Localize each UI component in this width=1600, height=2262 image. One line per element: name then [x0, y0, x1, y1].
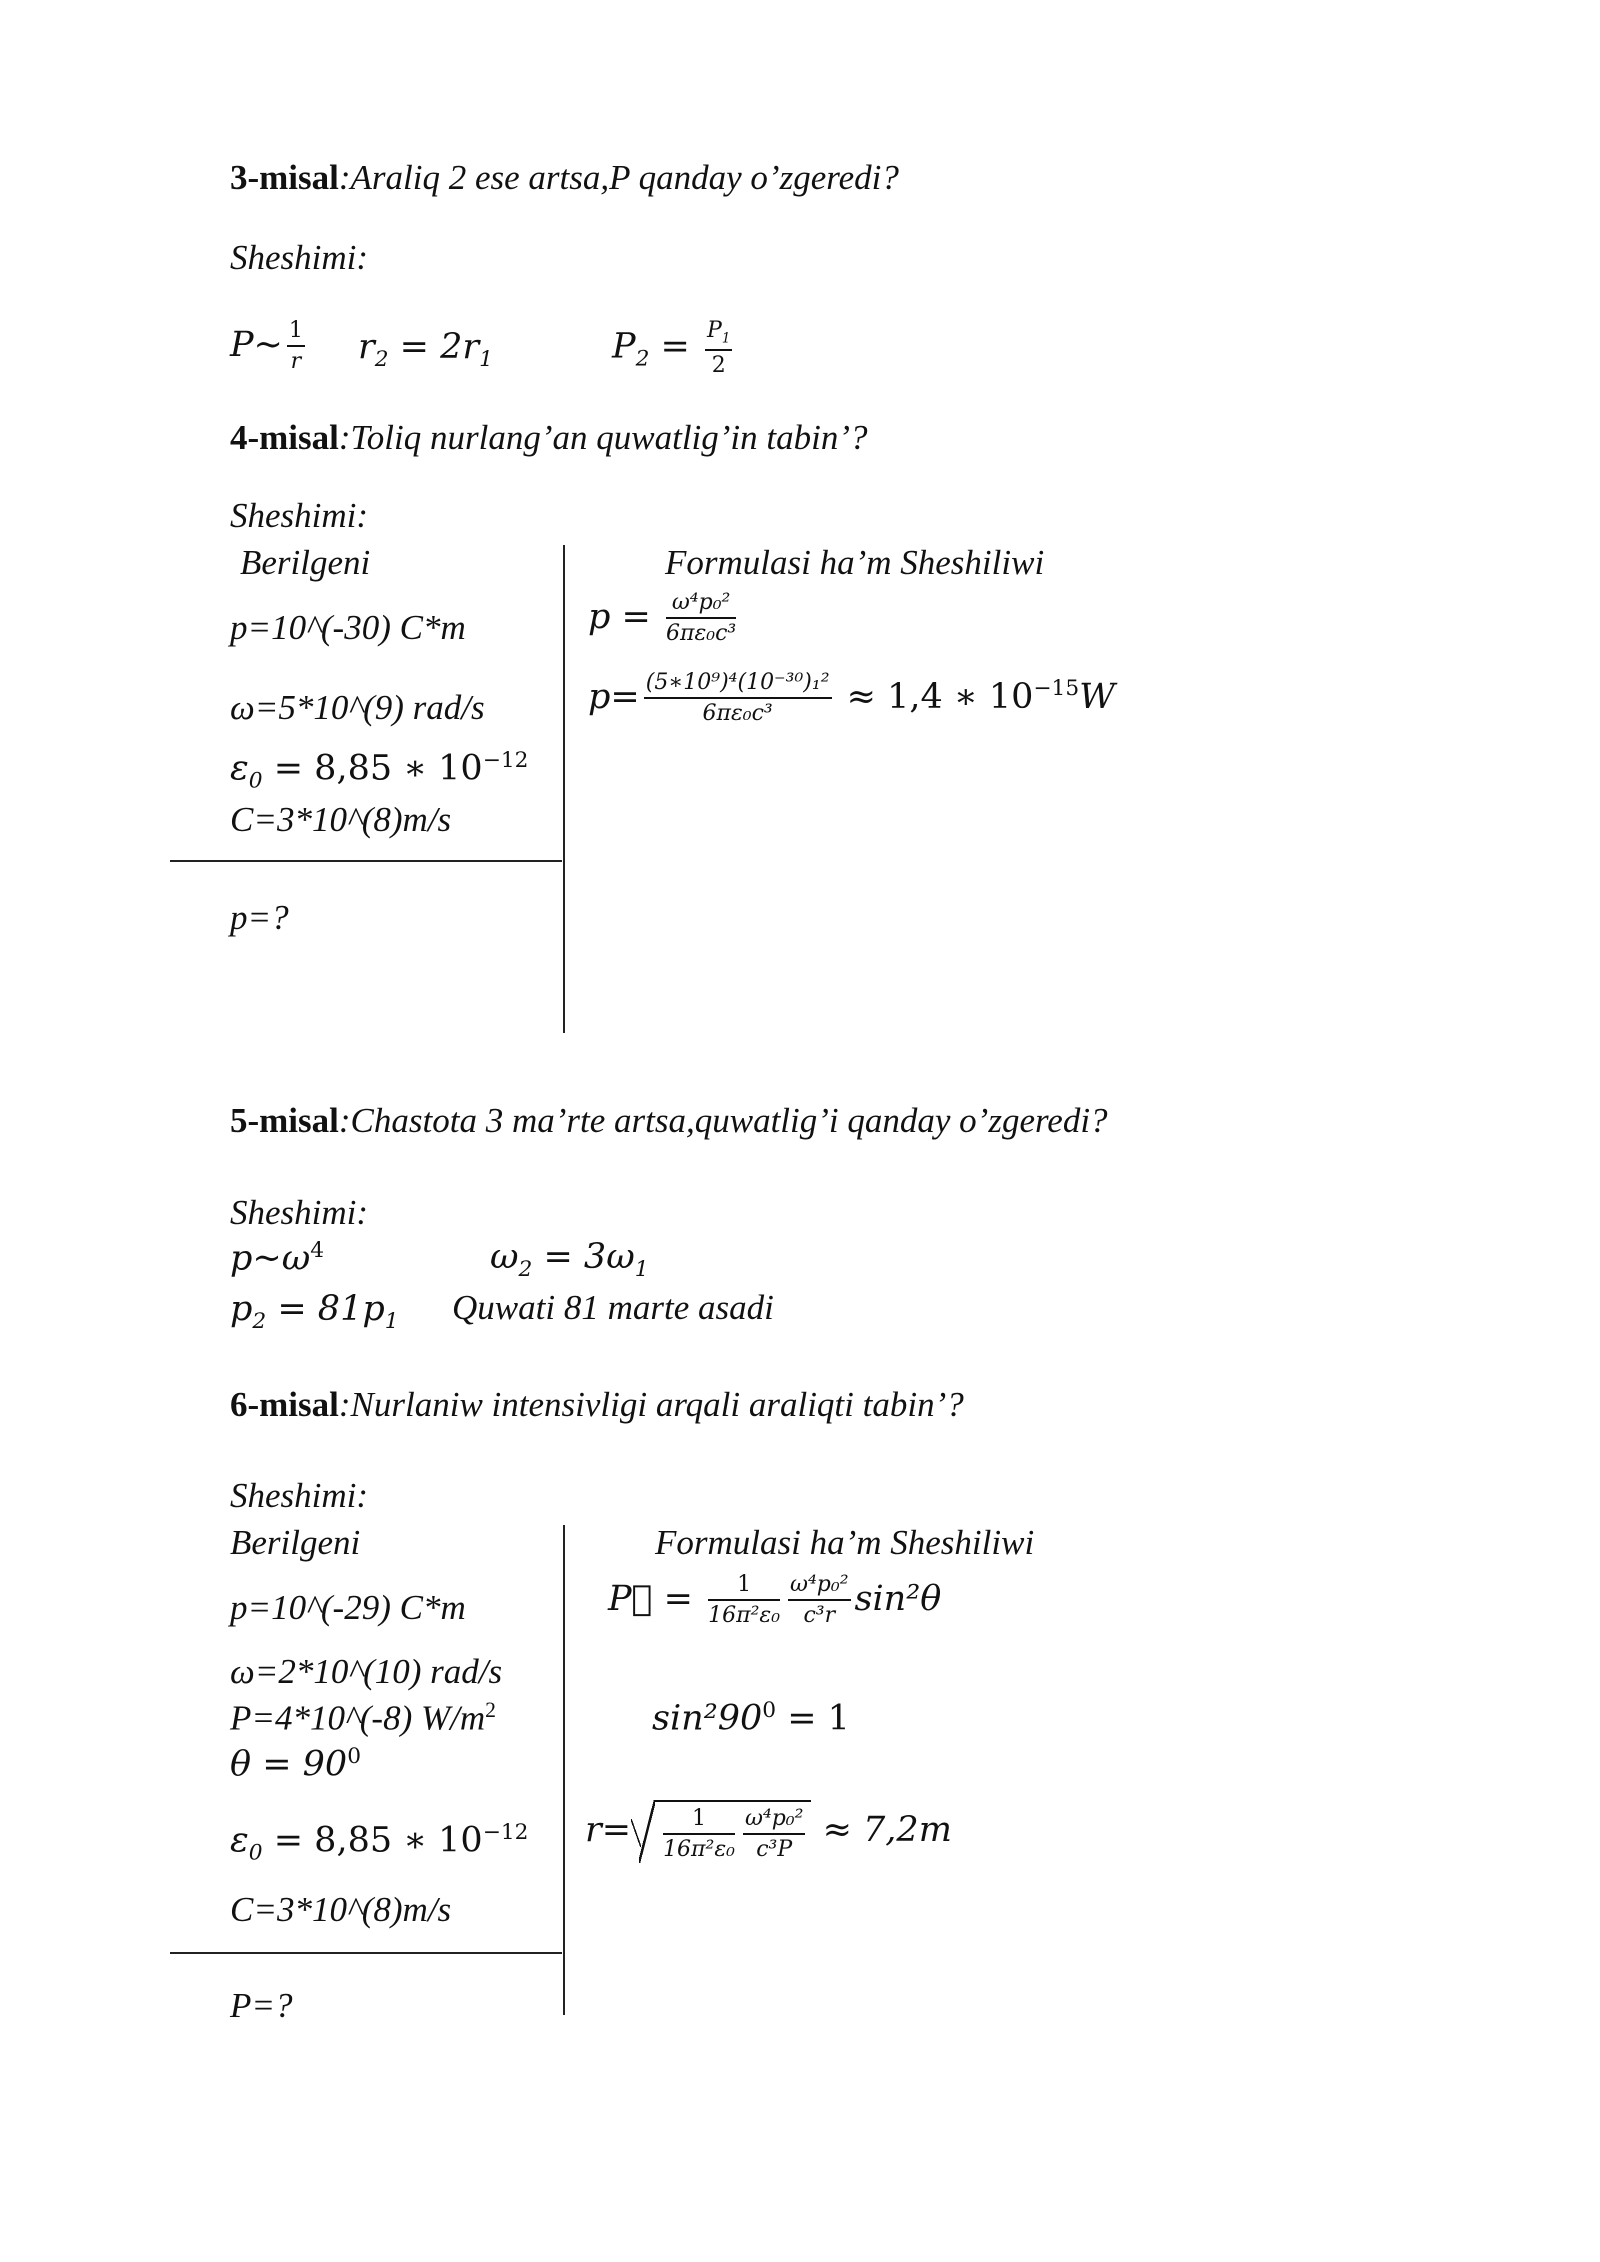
ex3-f3-left: P — [612, 326, 636, 367]
ex4-question: :Toliq nurlang’an quwatlig’in tabin’? — [338, 418, 868, 457]
ex3-f3-fraction — [705, 318, 732, 378]
ex4-given-separator — [170, 860, 562, 862]
ex4-eps-val: = 8,85 ∗ 10 — [262, 748, 483, 789]
ex6-f3-result: ≈ 7,2m — [811, 1809, 952, 1850]
ex6-f1-a-den: 16π²ε₀ — [708, 1603, 781, 1629]
ex4-given-omega: ω=5*10^(9) rad/s — [230, 688, 485, 727]
ex6-f3-frac-a — [663, 1806, 735, 1863]
ex4-column-divider — [563, 545, 565, 1033]
ex6-f1-tail: sin²θ — [854, 1578, 942, 1619]
ex3-formula-result — [612, 318, 736, 378]
ex6-given-separator — [170, 1952, 562, 1954]
ex6-theta: θ = 90 — [230, 1744, 348, 1785]
ex6-f1-b-num: ω⁴p₀² — [788, 1572, 850, 1601]
ex4-f2-num: (5∗10⁹)⁴(10⁻³⁰)₁² — [644, 670, 832, 699]
ex6-eps-sub: 0 — [248, 1840, 263, 1866]
ex6-formula-distance — [585, 1800, 952, 1863]
ex4-given-eps — [230, 750, 528, 792]
ex6-f3-a-num: 1 — [663, 1806, 735, 1835]
ex5-solution-label: Sheshimi: — [230, 1193, 369, 1232]
ex5-power-result — [230, 1289, 399, 1334]
ex3-f2-mid: = 2r — [388, 327, 480, 367]
ex3-formula-distance — [358, 327, 493, 372]
ex3-f3-num-sub: 1 — [721, 330, 731, 347]
ex4-unknown: p=? — [230, 898, 289, 937]
ex6-f2-exp: 0 — [762, 1698, 777, 1723]
ex3-solution-label: Sheshimi: — [230, 238, 369, 277]
ex4-solution-label: Sheshimi: — [230, 496, 369, 535]
ex3-f3-sub: 2 — [635, 346, 650, 372]
ex4-eps-symbol: ε — [230, 748, 249, 789]
ex6-f3-frac-b — [743, 1806, 805, 1863]
ex4-f2-fraction — [644, 670, 832, 727]
ex3-f3-num — [705, 318, 732, 351]
ex3-heading — [230, 160, 899, 195]
ex6-f2: sin²90 — [652, 1698, 763, 1739]
ex4-eps-exp: −12 — [482, 748, 529, 773]
ex5-conclusion: Quwati 81 marte asadi — [452, 1288, 774, 1327]
ex5-l2-sub2: 1 — [384, 1309, 399, 1334]
ex4-f1-num: ω⁴p₀² — [666, 590, 736, 619]
sqrt-icon — [631, 1800, 811, 1863]
ex4-formula-2 — [588, 670, 1115, 727]
ex5-l2-sub: 2 — [252, 1309, 267, 1334]
ex5-heading — [230, 1103, 1108, 1138]
ex5-proportional — [230, 1240, 324, 1277]
ex6-formula-header: Formulasi ha’m Sheshiliwi — [655, 1523, 1035, 1562]
ex4-f2-exp: −15 — [1033, 676, 1080, 702]
ex4-f1-den: 6πε₀c³ — [665, 621, 737, 647]
ex5-l2-mid: = 81p — [266, 1289, 385, 1329]
ex5-l1-left: p~ω — [230, 1238, 311, 1279]
ex6-heading — [230, 1387, 964, 1422]
ex3-f1-left: P~ — [230, 324, 283, 365]
ex6-given-eps — [230, 1822, 528, 1864]
ex6-eps-val: = 8,85 ∗ 10 — [262, 1820, 483, 1861]
ex3-f2-sub: 2 — [374, 347, 389, 372]
ex4-given-c: C=3*10^(8)m/s — [230, 800, 452, 839]
ex6-given-P: P=4*10^(-8) W/m — [230, 1698, 486, 1738]
ex5-l1-exp: 4 — [310, 1238, 325, 1263]
ex3-question: :Araliq 2 ese artsa,P qanday o’zgeredi? — [338, 158, 899, 197]
ex6-formula-sin — [652, 1700, 850, 1737]
ex3-f2-sub2: 1 — [479, 347, 493, 372]
ex4-f2-left: p= — [588, 676, 640, 717]
ex6-given-c: C=3*10^(8)m/s — [230, 1890, 452, 1929]
ex6-eps-symbol: ε — [230, 1820, 249, 1861]
ex4-f1-fraction — [666, 590, 736, 647]
ex6-f1-frac-a — [708, 1572, 780, 1629]
ex6-given-p: p=10^(-29) C*m — [230, 1588, 466, 1627]
ex6-f1-left: P⃗ = — [608, 1578, 705, 1619]
ex6-given-omega: ω=2*10^(10) rad/s — [230, 1652, 503, 1691]
ex5-question: :Chastota 3 ma’rte artsa,quwatlig’i qanday o’zgeredi? — [338, 1101, 1108, 1140]
ex6-question: :Nurlaniw intensivligi arqali araliqti tabin’? — [338, 1385, 964, 1424]
ex4-label: 4-misal — [230, 418, 339, 457]
ex6-f3-radicand — [655, 1800, 811, 1863]
ex6-f2-tail: = 1 — [776, 1698, 850, 1739]
ex3-f2-a: r — [358, 327, 375, 367]
ex5-l1-right-sub2: 1 — [634, 1257, 649, 1282]
ex5-label: 5-misal — [230, 1101, 339, 1140]
ex6-column-divider — [563, 1525, 565, 2015]
ex4-f1-left: p = — [588, 596, 662, 637]
ex3-f1-den: r — [290, 349, 302, 375]
ex5-l2-left: p — [230, 1289, 253, 1329]
ex6-given-theta — [230, 1746, 361, 1783]
ex6-f3-b-num: ω⁴p₀² — [743, 1806, 805, 1835]
ex4-given-p: p=10^(-30) C*m — [230, 608, 466, 647]
ex6-unknown: P=? — [230, 1986, 293, 2025]
ex5-l1-right: ω — [490, 1237, 519, 1277]
ex6-eps-exp: −12 — [482, 1820, 529, 1845]
ex6-given-intensity — [230, 1700, 496, 1736]
ex3-f1-num: 1 — [287, 318, 305, 347]
ex4-f2-result: ≈ 1,4 ∗ 10 — [835, 676, 1034, 717]
ex6-f3-a-den: 16π²ε₀ — [663, 1837, 735, 1863]
ex4-f2-unit: W — [1079, 676, 1116, 717]
ex4-eps-sub: 0 — [248, 768, 263, 794]
ex5-frequency — [490, 1237, 649, 1282]
ex4-formula-1 — [588, 590, 740, 647]
ex6-theta-exp: 0 — [347, 1744, 361, 1769]
ex6-f1-frac-b — [788, 1572, 850, 1629]
ex5-l1-right-mid: = 3ω — [532, 1237, 635, 1277]
ex3-formula-proportional — [230, 318, 309, 375]
ex6-f3-b-den: c³P — [756, 1837, 793, 1863]
ex6-solution-label: Sheshimi: — [230, 1476, 369, 1515]
ex4-f2-den: 6πε₀c³ — [702, 701, 773, 727]
ex3-f3-eq: = — [649, 326, 701, 367]
ex6-formula-intensity — [608, 1572, 941, 1629]
ex3-label: 3-misal — [230, 158, 339, 197]
ex3-f3-num-p: P — [706, 318, 722, 343]
ex3-f3-den: 2 — [711, 353, 726, 379]
ex4-formula-header: Formulasi ha’m Sheshiliwi — [665, 543, 1045, 582]
ex6-label: 6-misal — [230, 1385, 339, 1424]
ex3-f1-fraction — [287, 318, 305, 375]
ex6-f1-b-den: c³r — [803, 1603, 836, 1629]
ex6-given-P-exp: 2 — [485, 1698, 496, 1722]
ex6-f1-a-num: 1 — [708, 1572, 780, 1601]
ex5-l1-right-sub: 2 — [518, 1257, 533, 1282]
ex4-given-label: Berilgeni — [240, 543, 371, 582]
ex4-heading — [230, 420, 868, 455]
ex6-f3-left: r= — [585, 1809, 632, 1850]
ex6-given-label: Berilgeni — [230, 1523, 361, 1562]
